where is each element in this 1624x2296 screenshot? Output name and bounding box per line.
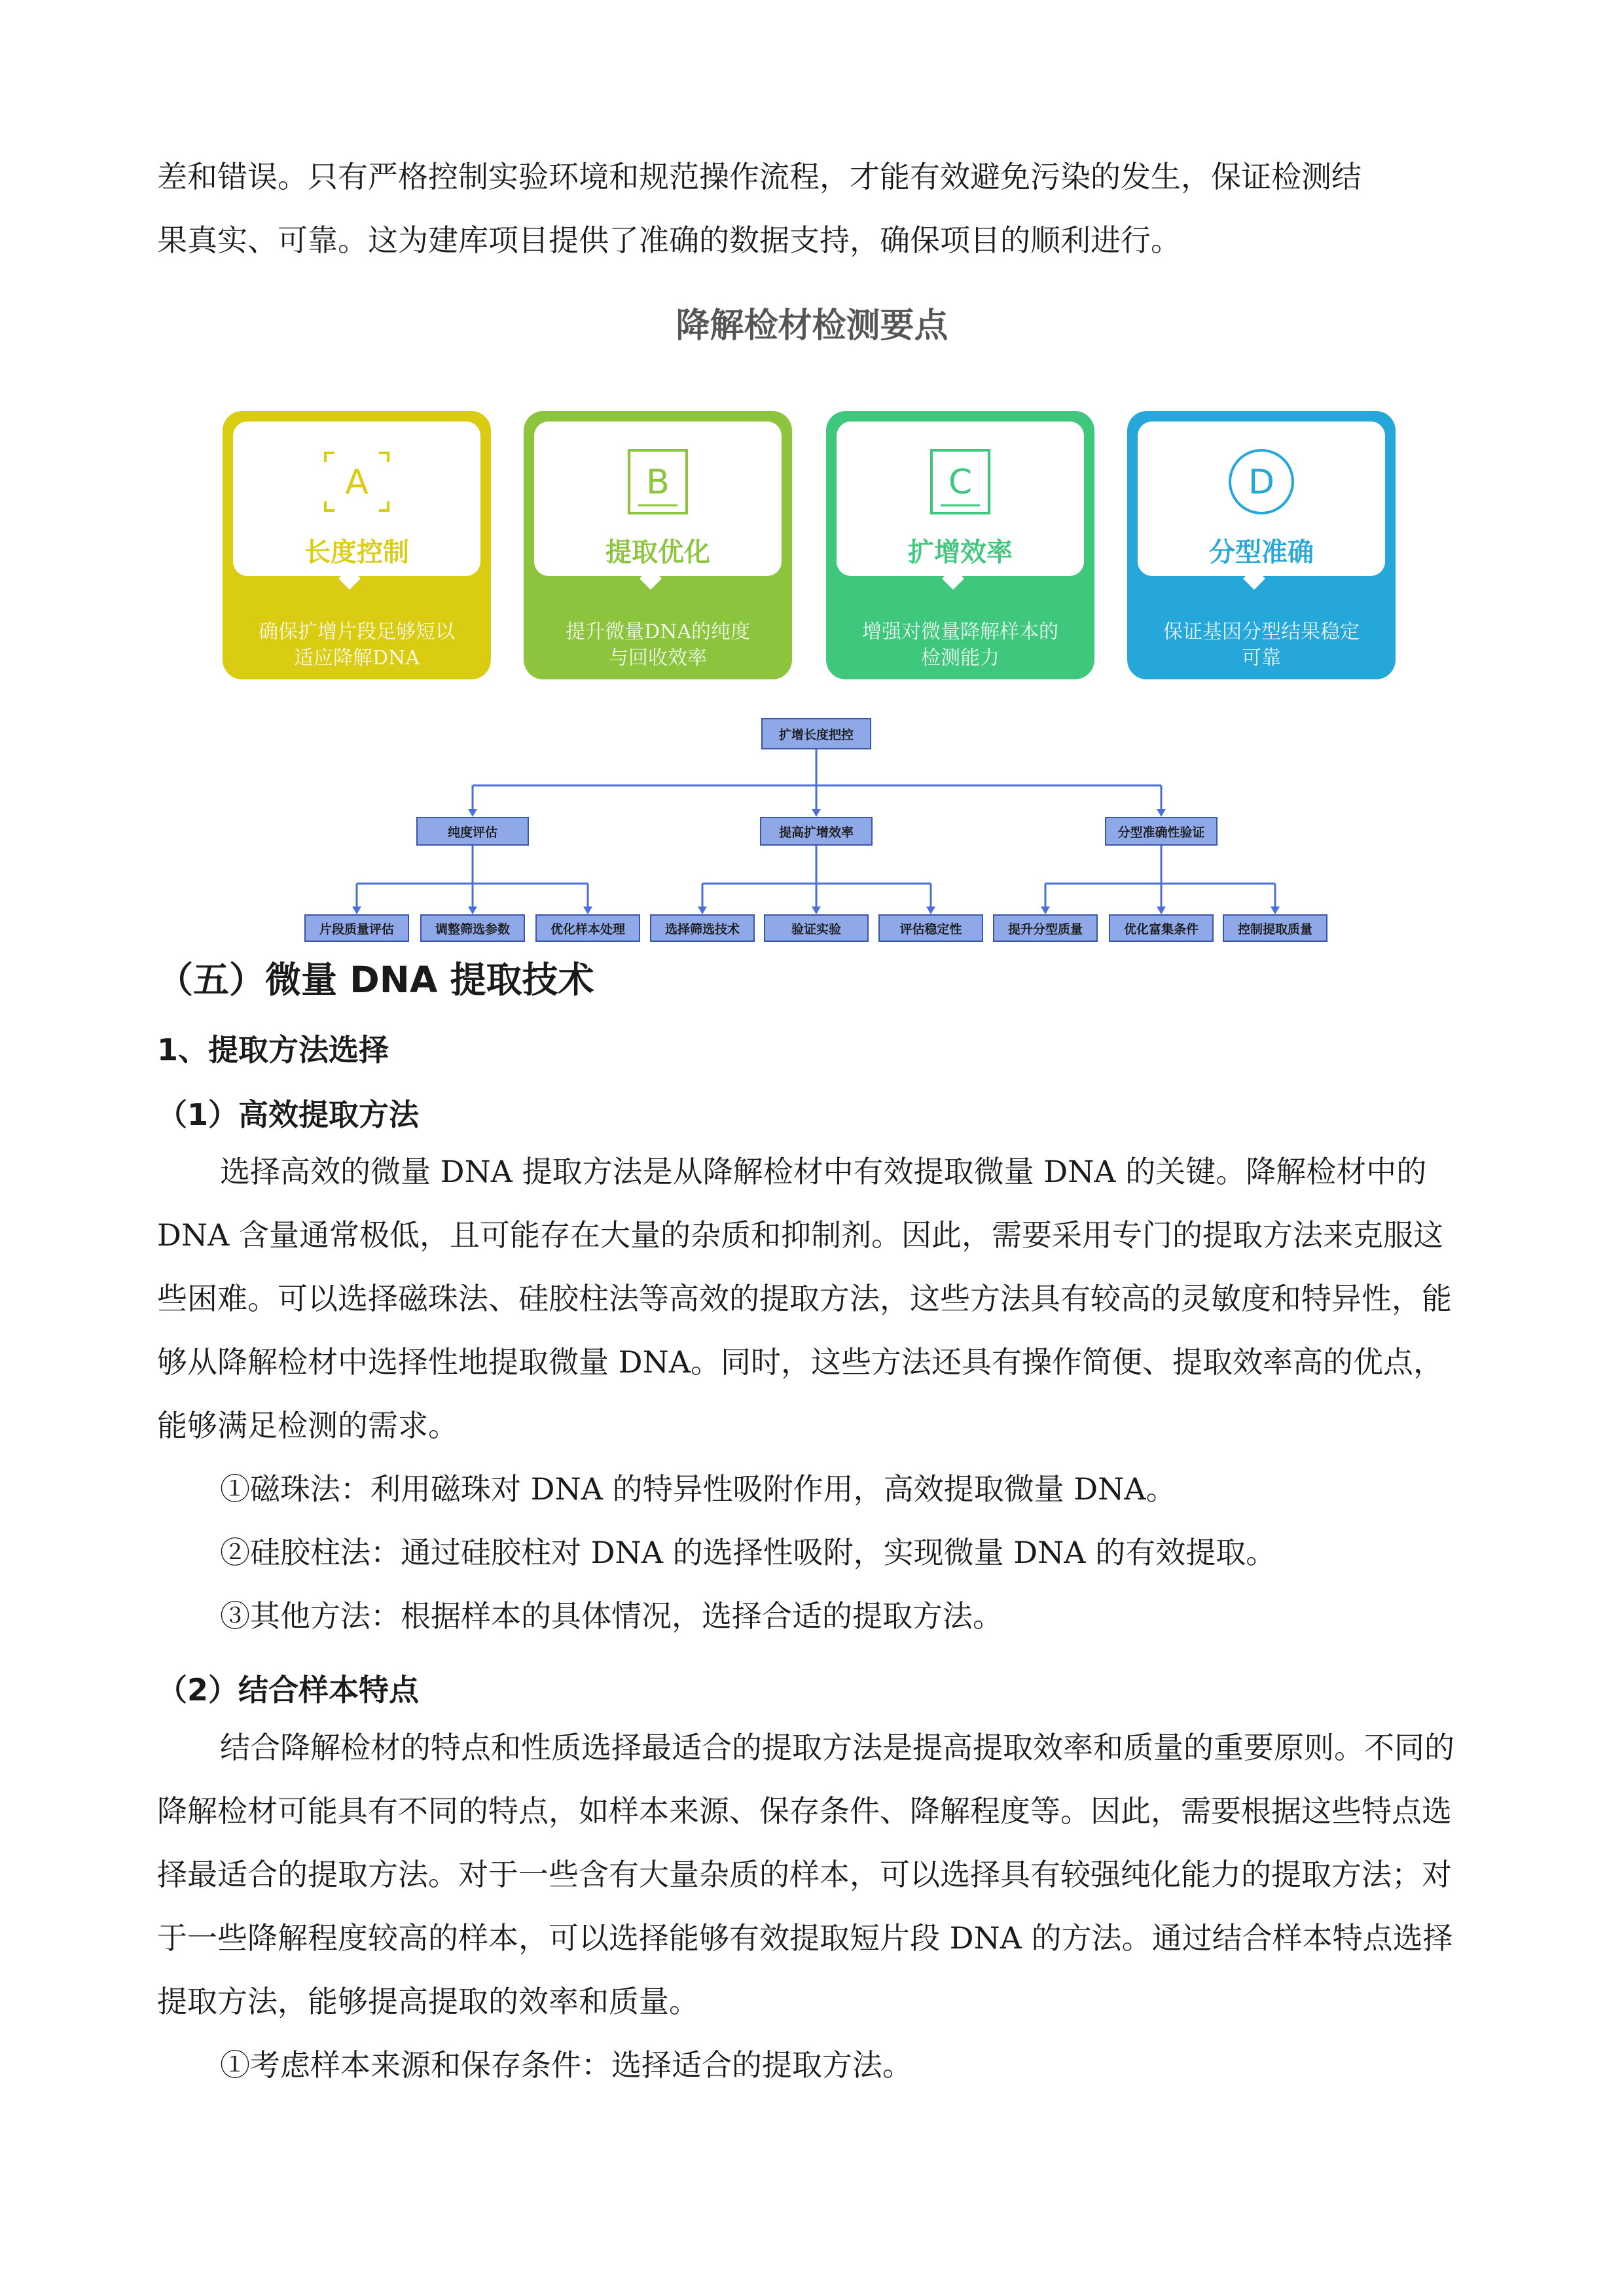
tree-leaf-node: 片段质量评估 [304,914,409,942]
card-letter: A [345,463,369,502]
card-description-line: 检测能力 [921,647,1000,670]
arrowhead [583,906,592,914]
card-description-line: 保证基因分型结果稳定 [1163,620,1360,643]
card-letter: B [646,463,670,502]
arrowhead [926,906,935,914]
subheading-extraction-method: 1、提取方法选择 [157,1032,389,1067]
arrowhead [1157,809,1166,817]
tree-connectors [0,0,1624,956]
arrowhead [812,809,821,817]
subheading-sample-features: （2）结合样本特点 [157,1672,420,1708]
arrowhead [468,906,477,914]
card-description-line: 增强对微量降解样本的 [862,620,1058,643]
arrowhead [698,906,707,914]
tree-root-node: 扩增长度把控 [761,718,871,749]
card-description-line: 确保扩增片段足够短以 [259,620,455,643]
subheading-efficient-method: （1）高效提取方法 [157,1097,420,1132]
card-title: 扩增效率 [908,537,1013,567]
section-heading: （五）微量 DNA 提取技术 [157,959,594,1001]
tree-leaf-node: 评估稳定性 [878,914,983,942]
intro-line-1: 差和错误。只有严格控制实验环境和规范操作流程，才能有效避免污染的发生，保证检测结 [157,159,1362,194]
arrowhead [1041,906,1050,914]
list-item-silica-column: ②硅胶柱法：通过硅胶柱对 DNA 的选择性吸附，实现微量 DNA 的有效提取。 [220,1535,1276,1570]
paragraph-efficient-method: 选择高效的微量 DNA 提取方法是从降解检材中有效提取微量 DNA 的关键。降解检材中的 DNA 含量通常极低，且可能存在大量的杂质和抑制剂。因此，需要采用专门的提取方法来克服这些困难。可以选择磁珠法、硅胶柱法等高效的提取方法，这些方法具有较高的灵敏度和特异性，能够从降解检材中选择性地提取微量 DNA。同时，这些方法还具有操作简便、提取效率高的优点，能够满足检测的需求。 [157,1154,1452,1443]
arrowhead [352,906,361,914]
tree-leaf-node: 提升分型质量 [993,914,1098,942]
card-description-line: 适应降解DNA [294,647,420,670]
tree-leaf-node: 调整筛选参数 [420,914,525,942]
tree-mid-node: 纯度评估 [416,817,529,846]
card-title: 长度控制 [304,537,409,567]
list-item-other-methods: ③其他方法：根据样本的具体情况，选择合适的提取方法。 [220,1598,1003,1634]
card-letter: D [1248,463,1275,502]
tree-leaf-node: 优化富集条件 [1109,914,1214,942]
tree-mid-node: 分型准确性验证 [1105,817,1218,846]
card-description-line: 可靠 [1242,647,1281,670]
tree-leaf-node: 选择筛选技术 [650,914,755,942]
list-item-sample-source: ①考虑样本来源和保存条件：选择适合的提取方法。 [220,2047,912,2083]
arrowhead [1157,906,1166,914]
card-letter: C [948,463,973,502]
card-description-line: 与回收效率 [609,647,707,670]
intro-line-2: 果真实、可靠。这为建库项目提供了准确的数据支持，确保项目的顺利进行。 [157,223,1181,258]
tree-leaf-node: 验证实验 [764,914,869,942]
tree-mid-node: 提高扩增效率 [760,817,873,846]
tree-leaf-node: 优化样本处理 [535,914,640,942]
paragraph-sample-features: 结合降解检材的特点和性质选择最适合的提取方法是提高提取效率和质量的重要原则。不同的降解检材可能具有不同的特点，如样本来源、保存条件、降解程度等。因此，需要根据这些特点选择最适合的提取方法。对于一些含有大量杂质的样本，可以选择具有较强纯化能力的提取方法；对于一些降解程度较高的样本，可以选择能够有效提取短片段 DNA 的方法。通过结合样本特点选择提取方法，能够提高提取的效率和质量。 [157,1730,1454,2019]
arrowhead [812,906,821,914]
card-title: 分型准确 [1209,537,1314,567]
figure-title: 降解检材检测要点 [676,306,948,346]
list-item-magnetic-beads: ①磁珠法：利用磁珠对 DNA 的特异性吸附作用，高效提取微量 DNA。 [220,1471,1176,1507]
card-description-line: 提升微量DNA的纯度 [566,620,750,643]
tree-leaf-node: 控制提取质量 [1223,914,1327,942]
arrowhead [468,809,477,817]
arrowhead [1271,906,1280,914]
card-title: 提取优化 [605,537,710,567]
